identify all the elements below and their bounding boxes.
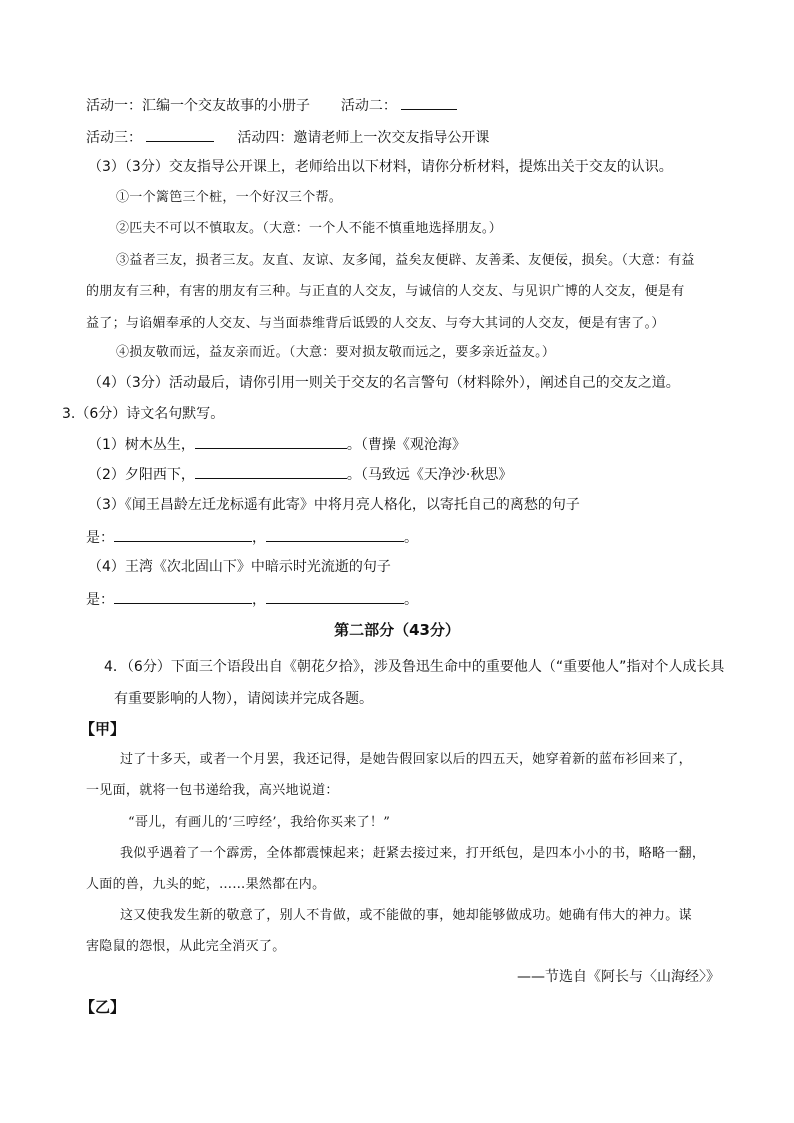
activity-two: 活动二： [340,98,397,114]
recite-item-4-answer: 是： ， 。 [86,589,418,610]
answer-blank[interactable] [266,527,404,542]
answer-blank[interactable] [146,127,214,142]
question-4-line-2: 有重要影响的人物），请阅读并完成各题。 [114,691,373,707]
recite-item-1: （1）树木丛生， 。（曹操《观沧海》 [88,434,466,455]
material-1: ①一个篱笆三个桩，一个好汉三个帮。 [116,190,343,205]
passage-jia-line-3: 我似乎遇着了一个霹雳，全体都震悚起来；赶紧去接过来，打开纸包，是四本小小的书，略略一翻， [120,846,706,861]
answer-blank[interactable] [195,464,347,479]
part-two-heading: 第二部分（43分） [334,621,460,639]
recite-item-3-prompt: （3）《闻王昌龄左迁龙标遥有此寄》中将月亮人格化，以寄托自己的离愁的句子 [88,497,580,513]
material-3-line-1: ③益者三友，损者三友。友直、友谅、友多闻，益矣友便辟、友善柔、友便佞，损矣。（大意：有益 [116,253,695,268]
material-3-line-3: 益了；与谄媚奉承的人交友、与当面恭维背后诋毁的人交友、与夸大其词的人交友，便是有害了。） [86,316,665,331]
passage-jia-line-6: 害隐鼠的怨恨，从此完全消灭了。 [86,939,286,954]
passage-jia-line-4: 人面的兽，九头的蛇，……果然都在内。 [86,877,326,892]
answer-blank[interactable] [401,95,457,110]
recite-item-3-answer: 是： ， 。 [86,527,418,548]
answer-blank[interactable] [195,434,347,449]
passage-jia-line-1: 过了十多天，或者一个月罢，我还记得，是她告假回家以后的四五天，她穿着新的蓝布衫回来了， [120,752,692,767]
section-yi-label: 【乙】 [80,998,126,1016]
section-jia-label: 【甲】 [80,720,126,738]
passage-jia-quote: “哥儿，有画儿的‘三哼经’，我给你买来了！” [128,815,391,830]
passage-jia-line-5: 这又使我发生新的敬意了，别人不肯做，或不能做的事，她却能够做成功。她确有伟大的神力。谋 [120,908,692,923]
question-3-sub-prompt: （3）（3分）交友指导公开课上，老师给出以下材料，请你分析材料，提炼出关于交友的认识。 [88,159,673,175]
answer-blank[interactable] [114,527,252,542]
material-4: ④损友敬而远，益友亲而近。（大意：要对损友敬而远之，要多亲近益友。） [116,345,556,360]
recite-item-2: （2）夕阳西下， 。（马致远《天净沙·秋思》 [88,464,512,485]
passage-jia-source: ——节选自《阿长与〈山海经〉》 [517,969,720,985]
recite-item-4-prompt: （4）王湾《次北固山下》中暗示时光流逝的句子 [88,559,391,575]
activity-four: 活动四：邀请老师上一次交友指导公开课 [237,130,490,146]
question-4-sub-prompt: （4）（3分）活动最后，请你引用一则关于交友的名言警句（材料除外），阐述自己的交友之道。 [88,375,680,391]
answer-blank[interactable] [114,589,252,604]
passage-jia-line-2: 一见面，就将一包书递给我，高兴地说道： [86,783,339,798]
answer-blank[interactable] [266,589,404,604]
activity-row-1 [86,95,457,116]
material-3-line-2: 的朋友有三种，有害的朋友有三种。与正直的人交友，与诚信的人交友、与见识广博的人交友，便是有 [86,284,685,299]
question-3-title: 3.（6分）诗文名句默写。 [62,406,225,422]
question-4-line-1: 4．（6分）下面三个语段出自《朝花夕拾》，涉及鲁迅生命中的重要他人（“重要他人”指对个人成长具 [104,659,725,675]
activity-one: 活动一：汇编一个交友故事的小册子 [86,98,310,114]
activity-row-2 [86,127,489,148]
activity-three: 活动三： [86,130,142,146]
material-2: ②匹夫不可以不慎取友。（大意：一个人不能不慎重地选择朋友。） [116,221,503,236]
